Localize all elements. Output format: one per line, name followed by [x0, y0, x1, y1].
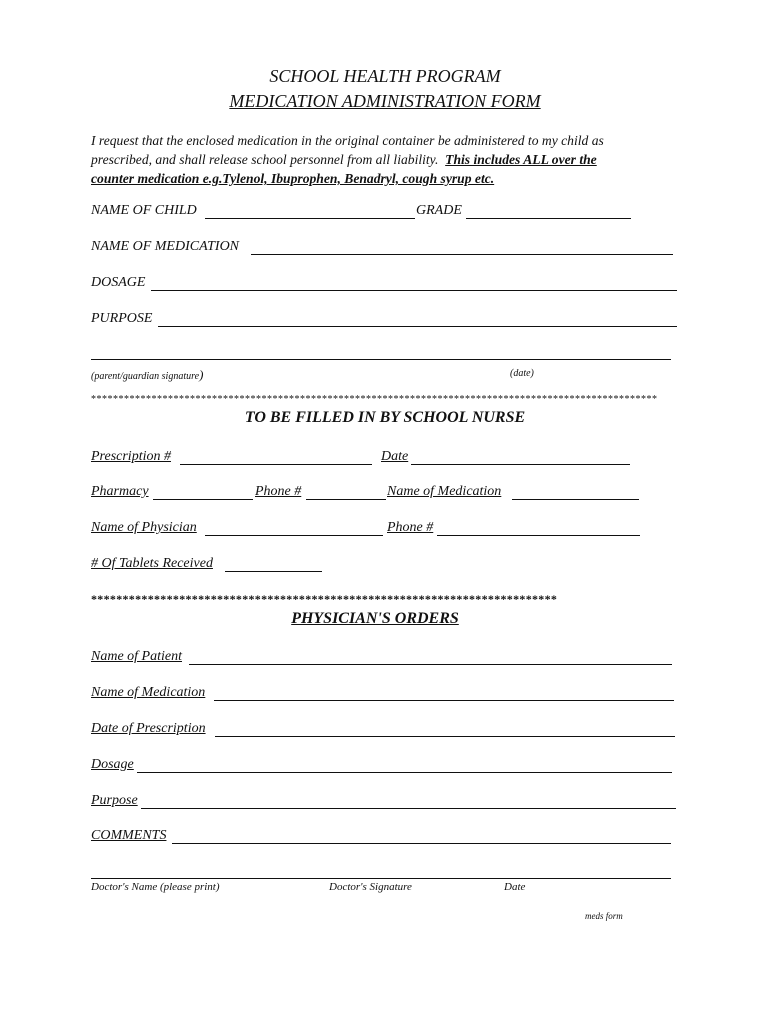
- doctor-name-caption: Doctor's Name (please print): [91, 881, 220, 893]
- physician-dosage-label: Dosage: [91, 757, 134, 772]
- purpose-field[interactable]: [158, 326, 677, 327]
- doctor-signature-line[interactable]: [91, 878, 671, 879]
- separator-2: **************************************************************************: [91, 592, 558, 606]
- nurse-date-field[interactable]: [411, 464, 630, 465]
- intro-line-3: counter medication e.g.Tylenol, Ibuprophen, Benadryl, cough syrup etc.: [91, 171, 495, 186]
- dosage-label: DOSAGE: [91, 275, 146, 290]
- tablets-received-label: # Of Tablets Received: [91, 556, 213, 571]
- parent-signature-caption: (parent/guardian signature): [91, 367, 204, 382]
- name-of-child-field[interactable]: [205, 218, 415, 219]
- pharmacy-phone-field[interactable]: [306, 499, 386, 500]
- nurse-medication-label: Name of Medication: [387, 484, 502, 499]
- dosage-field[interactable]: [151, 290, 677, 291]
- physician-purpose-field[interactable]: [141, 808, 676, 809]
- patient-name-field[interactable]: [189, 664, 672, 665]
- name-of-medication-field[interactable]: [251, 254, 673, 255]
- physician-medication-field[interactable]: [214, 700, 674, 701]
- prescription-label: Prescription #: [91, 449, 171, 464]
- separator-1: *******************************************************************************************************: [91, 394, 658, 405]
- intro-line-2a: prescribed, and shall release school personnel from all liability.: [91, 152, 439, 167]
- pharmacy-phone-label: Phone #: [255, 484, 302, 499]
- physician-phone-field[interactable]: [437, 535, 640, 536]
- prescription-field[interactable]: [180, 464, 372, 465]
- nurse-medication-field[interactable]: [512, 499, 639, 500]
- physician-purpose-label: Purpose: [91, 793, 138, 808]
- physician-section-heading: PHYSICIAN'S ORDERS: [291, 610, 459, 627]
- grade-label: GRADE: [416, 203, 462, 218]
- prescription-date-field[interactable]: [215, 736, 675, 737]
- tablets-received-field[interactable]: [225, 571, 322, 572]
- physician-medication-label: Name of Medication: [91, 685, 206, 700]
- physician-phone-label: Phone #: [387, 520, 434, 535]
- form-subtitle: MEDICATION ADMINISTRATION FORM: [229, 91, 541, 111]
- parent-date-caption: (date): [510, 368, 534, 379]
- name-of-child-label: NAME OF CHILD: [91, 203, 197, 218]
- name-of-medication-label: NAME OF MEDICATION: [91, 239, 240, 254]
- purpose-label: PURPOSE: [91, 311, 153, 326]
- physician-name-label: Name of Physician: [91, 520, 197, 535]
- grade-field[interactable]: [466, 218, 631, 219]
- pharmacy-label: Pharmacy: [91, 484, 149, 499]
- intro-paragraph: [91, 131, 691, 188]
- doctor-signature-caption: Doctor's Signature: [329, 881, 412, 893]
- footer-note: meds form: [585, 911, 623, 921]
- physician-name-field[interactable]: [205, 535, 383, 536]
- parent-signature-line[interactable]: [91, 359, 671, 360]
- patient-name-label: Name of Patient: [91, 649, 182, 664]
- physician-dosage-field[interactable]: [137, 772, 672, 773]
- intro-line-2b: This includes ALL over the: [445, 152, 597, 167]
- nurse-date-label: Date: [381, 449, 409, 464]
- form-title: SCHOOL HEALTH PROGRAM: [269, 66, 501, 86]
- comments-field[interactable]: [172, 843, 671, 844]
- doctor-date-caption: Date: [504, 881, 526, 893]
- pharmacy-field[interactable]: [153, 499, 253, 500]
- prescription-date-label: Date of Prescription: [91, 721, 206, 736]
- intro-line-1: I request that the enclosed medication in the original container be administered to my child as: [91, 133, 604, 148]
- comments-label: COMMENTS: [91, 828, 167, 843]
- nurse-section-heading: TO BE FILLED IN BY SCHOOL NURSE: [244, 409, 526, 426]
